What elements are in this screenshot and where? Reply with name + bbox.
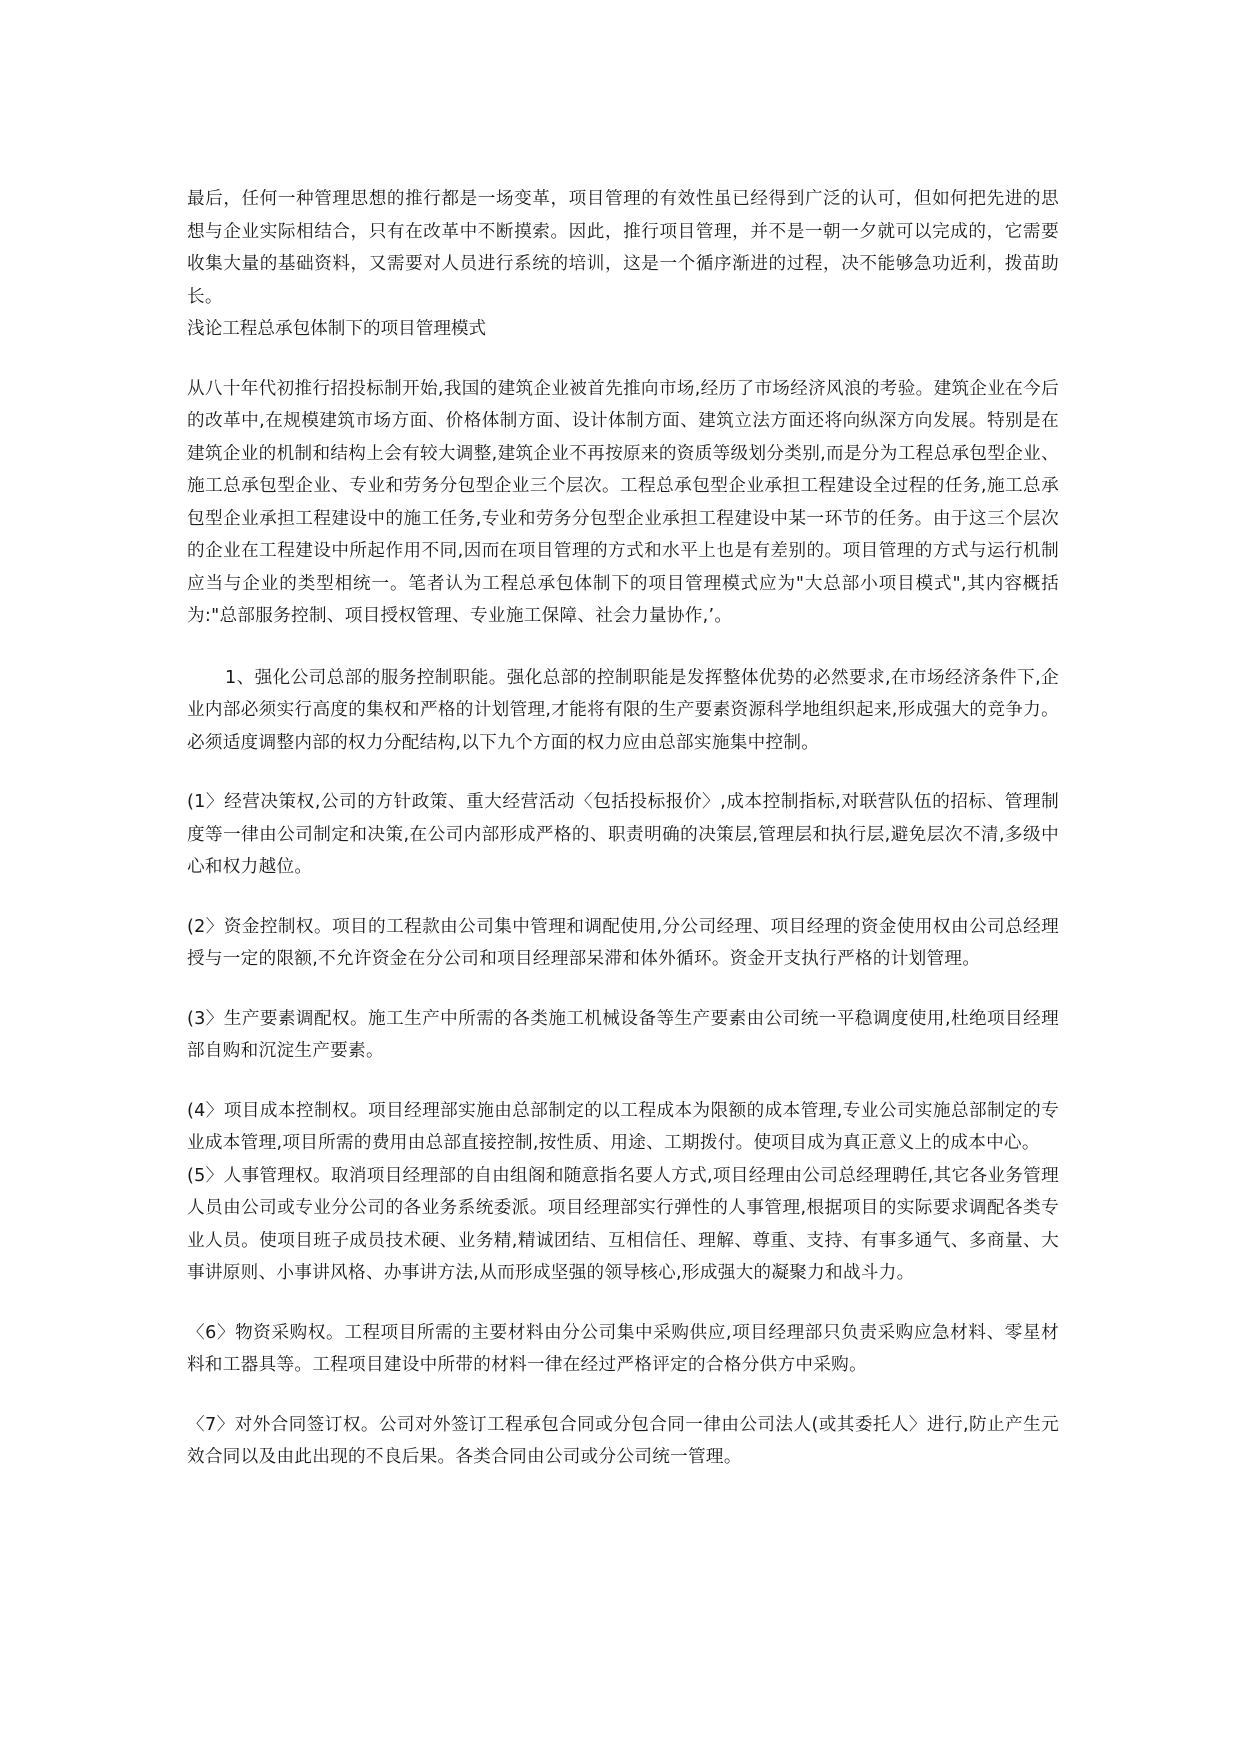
document-page <box>187 183 1059 1474</box>
intro-paragraph: 最后，任何一种管理思想的推行都是一场变革，项目管理的有效性虽已经得到广泛的认可，但如何把先进的思想与企业实际相结合，只有在改革中不断摸索。因此，推行项目管理，并不是一朝一夕就可以完成的，它需要收集大量的基础资料，又需要对人员进行系统的培训，这是一个循序渐进的过程，决不能够急功近利，拨苗助长。 <box>187 189 1059 307</box>
list-item-1: (1〉经营决策权,公司的方针政策、重大经营活动〈包括投标报价〉,成本控制指标,对联营队伍的招标、管理制度等一律由公司制定和决策,在公司内部形成严格的、职责明确的决策层,管理层和执行层,避免层次不清,多级中心和权力越位。 <box>187 792 1059 877</box>
list-item-6: 〈6〉物资采购权。工程项目所需的主要材料由分公司集中采购供应,项目经理部只负责采购应急材料、零星材料和工器具等。工程项目建设中所带的材料一律在经过严格评定的合格分供方中采购。 <box>187 1322 1059 1375</box>
list-item-4: (4〉项目成本控制权。项目经理部实施由总部制定的以工程成本为限额的成本管理,专业公司实施总部制定的专业成本管理,项目所需的费用由总部直接控制,按性质、用途、工期拨付。使项目成为真正意义上的成本中心。 <box>187 1100 1059 1153</box>
section-1-paragraph: 1、强化公司总部的服务控制职能。强化总部的控制职能是发挥整体优势的必然要求,在市场经济条件下,企业内部必须实行高度的集权和严格的计划管理,才能将有限的生产要素资源科学地组织起来,形成强大的竞争力。必须适度调整内部的权力分配结构,以下九个方面的权力应由总部实施集中控制。 <box>187 667 1059 753</box>
article-title: 浅论工程总承包体制下的项目管理模式 <box>187 319 487 339</box>
list-item-2: (2〉资金控制权。项目的工程款由公司集中管理和调配使用,分公司经理、项目经理的资金使用权由公司总经理授与一定的限额,不允许资金在分公司和项目经理部呆滞和体外循环。资金开支执行严格的计划管理。 <box>187 916 1059 969</box>
list-item-7: 〈7〉对外合同签订权。公司对外签订工程承包合同或分包合同一律由公司法人(或其委托人〉进行,防止产生元效合同以及由此出现的不良后果。各类合同由公司或分公司统一管理。 <box>187 1414 1059 1467</box>
list-item-3: (3〉生产要素调配权。施工生产中所需的各类施工机械设备等生产要素由公司统一平稳调度使用,杜绝项目经理部自购和沉淀生产要素。 <box>187 1008 1059 1061</box>
background-paragraph: 从八十年代初推行招投标制开始,我国的建筑企业被首先推向市场,经历了市场经济风浪的考验。建筑企业在今后的改革中,在规模建筑市场方面、价格体制方面、设计体制方面、建筑立法方面还将向纵深方向发展。特别是在建筑企业的机制和结构上会有较大调整,建筑企业不再按原来的资质等级划分类别,而是分为工程总承包型企业、施工总承包型企业、专业和劳务分包型企业三个层次。工程总承包型企业承担工程建设全过程的任务,施工总承包型企业承担工程建设中的施工任务,专业和劳务分包型企业承担工程建设中某一环节的任务。由于这三个层次的企业在工程建设中所起作用不同,因而在项目管理的方式和水平上也是有差别的。项目管理的方式与运行机制应当与企业的类型相统一。笔者认为工程总承包体制下的项目管理模式应为"大总部小项目模式",其内容概括为:"总部服务控制、项目授权管理、专业施工保障、社会力量协作,’。 <box>187 378 1059 626</box>
list-item-5: (5〉人事管理权。取消项目经理部的自由组阁和随意指名要人方式,项目经理由公司总经理聘任,其它各业务管理人员由公司或专业分公司的各业务系统委派。项目经理部实行弹性的人事管理,根据项目的实际要求调配各类专业人员。使项目班子成员技术硬、业务精,精诚团结、互相信任、理解、尊重、支持、有事多通气、多商量、大事讲原则、小事讲风格、办事讲方法,从而形成坚强的领导核心,形成强大的凝聚力和战斗力。 <box>187 1165 1059 1283</box>
